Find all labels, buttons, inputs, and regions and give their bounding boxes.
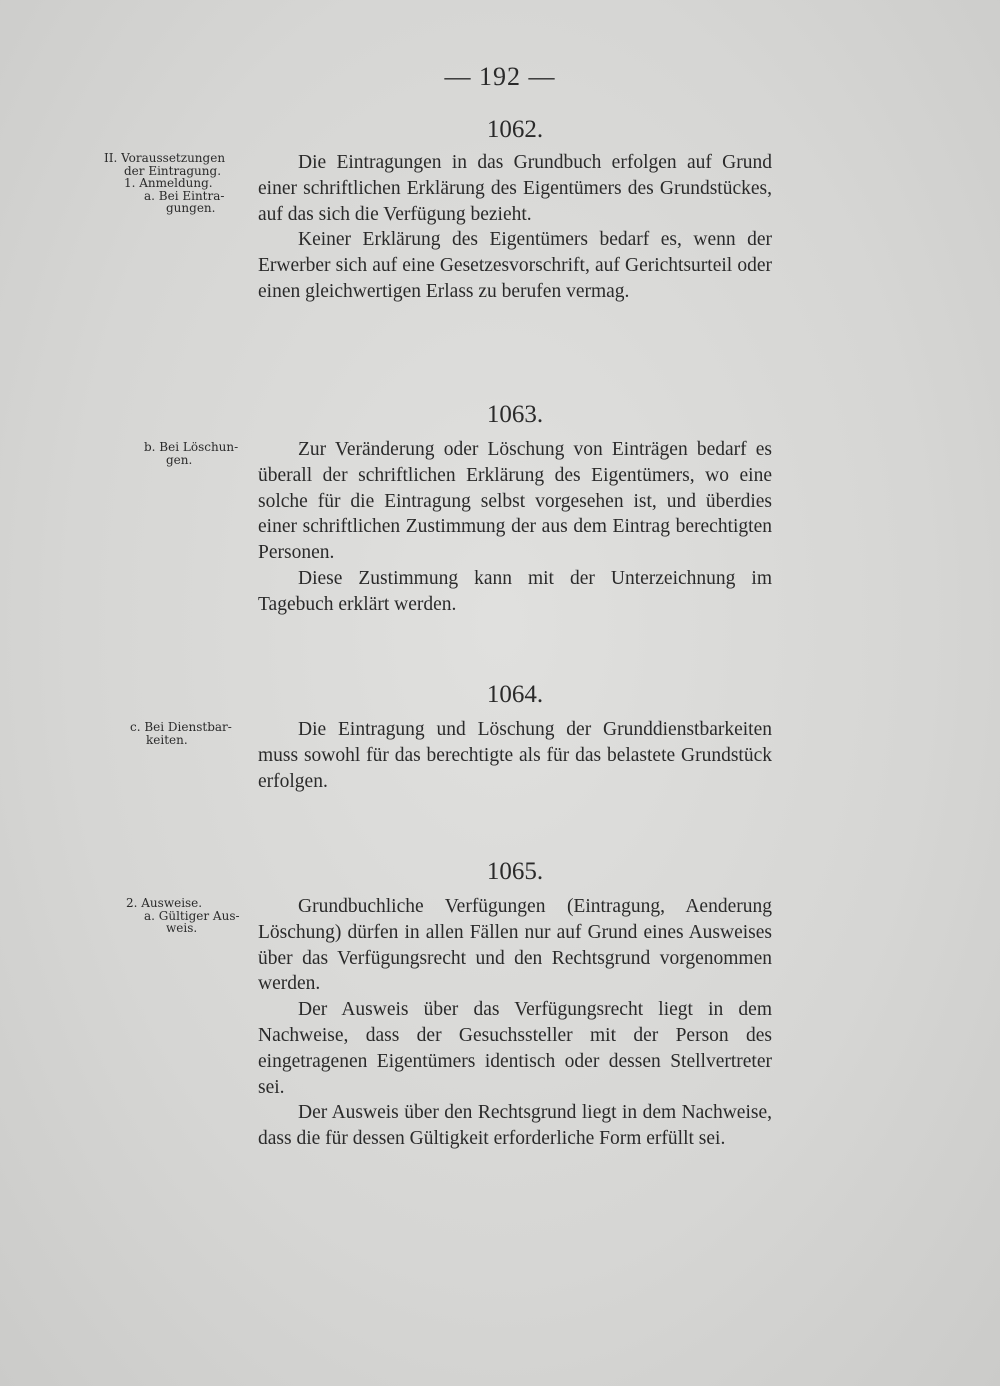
margin-note-line: c. Bei Dienstbar- — [130, 720, 232, 734]
margin-note-line: 1. Anmeldung. — [124, 176, 213, 190]
section-number: 1062. — [486, 116, 544, 143]
paragraph: Die Eintragung und Löschung der Grunddienstbarkeiten muss sowohl für das berechtigte als für das belastete Grundstück erfolgen. — [258, 719, 772, 792]
section-body — [258, 150, 772, 305]
margin-note-line: a. Bei Eintra- — [144, 188, 225, 203]
margin-note — [104, 441, 254, 466]
section-number: 1064. — [486, 681, 544, 708]
section-body — [258, 437, 772, 618]
margin-note-line: weis. — [166, 921, 198, 935]
paragraph: Keiner Erklärung des Eigentümers bedarf es, wenn der Erwerber sich auf eine Gesetzesvorschrift, auf Gerichtsurteil oder einen gleichwertigen Erlass zu berufen vermag. — [258, 229, 772, 302]
margin-note-line: 2. Ausweise. — [126, 896, 203, 910]
paragraph: Der Ausweis über das Verfügungsrecht liegt in dem Nachweise, dass der Gesuchssteller mit der Person des eingetragenen Eigentümers identisch oder dessen Stellvertreter sei. — [258, 999, 772, 1098]
margin-note-line: keiten. — [146, 732, 188, 747]
paragraph: Die Eintragungen in das Grundbuch erfolgen auf Grund einer schriftlichen Erklärung des Eigentümers des Grundstückes, auf das sich die Verfügung bezieht. — [258, 152, 772, 225]
margin-note-line: b. Bei Löschun- — [144, 440, 239, 454]
margin-note-line: a. Gültiger Aus- — [144, 908, 240, 923]
paragraph: Der Ausweis über den Rechtsgrund liegt in dem Nachweise, dass die für dessen Gültigkeit erforderliche Form erfüllt sei. — [258, 1102, 772, 1150]
margin-note — [104, 721, 254, 746]
margin-note — [104, 897, 254, 935]
margin-note — [104, 152, 254, 215]
section-number: 1063. — [486, 401, 544, 428]
margin-note-line: gen. — [166, 452, 193, 467]
section-body — [258, 717, 772, 794]
paragraph: Diese Zustimmung kann mit der Unterzeichnung im Tagebuch erklärt werden. — [258, 567, 772, 615]
page-number: — 192 — — [444, 62, 556, 91]
margin-note-line: gungen. — [166, 201, 216, 215]
section-body — [258, 894, 772, 1152]
margin-note-line: der Eintragung. — [124, 163, 222, 178]
margin-note-line: II. Voraussetzungen — [104, 151, 226, 165]
paragraph: Grundbuchliche Verfügungen (Eintragung, Aenderung Löschung) dürfen in allen Fällen nur auf Grund eines Ausweises über das Verfügungsrecht und den Rechtsgrund vorgenommen werden. — [258, 896, 772, 995]
paragraph: Zur Veränderung oder Löschung von Einträgen bedarf es überall der schriftlichen Erklärung des Eigentümers, wo eine solche für die Eintragung selbst vorgesehen ist, und überdies einer schriftlichen Zustimmung der aus dem Eintrag berechtigten Personen. — [258, 439, 772, 564]
section-number: 1065. — [486, 858, 544, 885]
